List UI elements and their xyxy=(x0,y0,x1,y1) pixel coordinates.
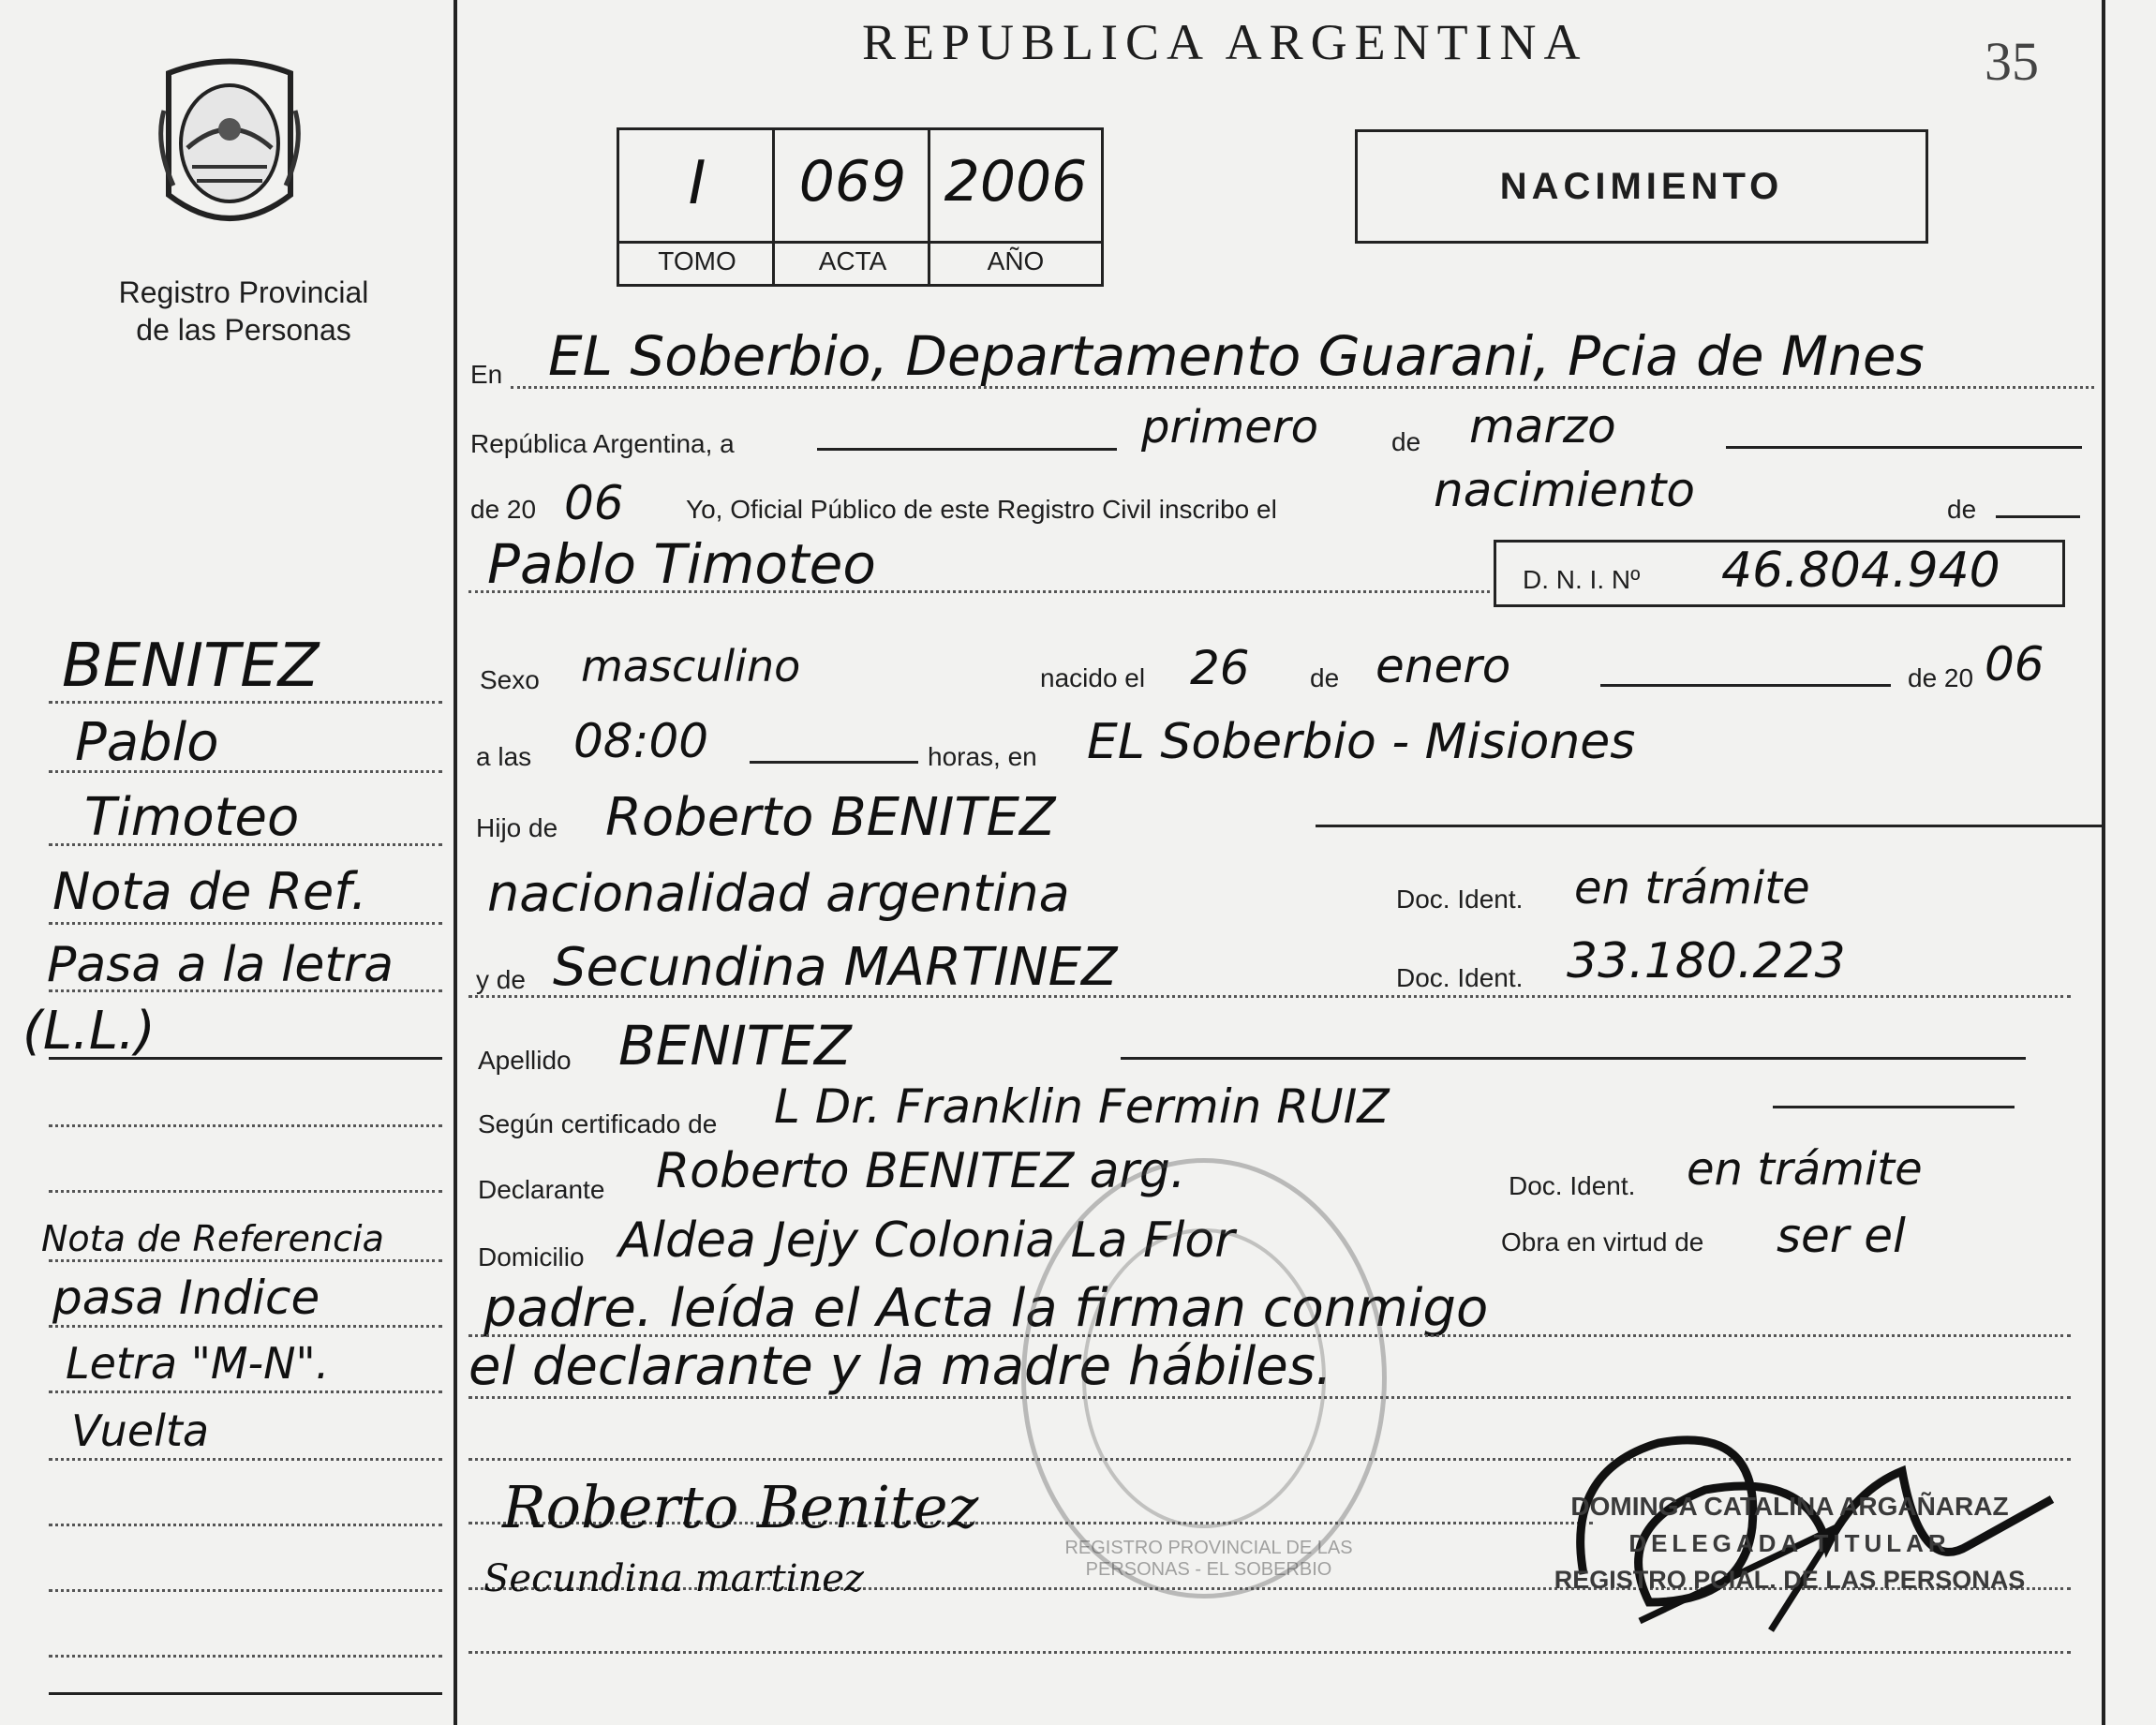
nacido-dia: 26 xyxy=(1190,641,1250,695)
dia-value: primero xyxy=(1141,401,1318,454)
nacimiento-box xyxy=(1355,129,1928,244)
stamp-office: REGISTRO PCIAL. DE LAS PERSONAS xyxy=(1554,1566,2026,1594)
misiones-seal-logo xyxy=(150,54,309,232)
obra-label: Obra en virtud de xyxy=(1501,1227,1704,1257)
apellido-value: BENITEZ xyxy=(618,1014,852,1078)
de-label-2: de xyxy=(1947,495,1977,524)
dni-box xyxy=(1494,540,2065,607)
margin-nota-2: Pasa a la letra xyxy=(47,937,394,993)
declarante-value: Roberto BENITEZ arg. xyxy=(656,1143,1186,1199)
dni-label: D. N. I. Nº xyxy=(1523,565,1641,594)
margin-nota-1: Nota de Ref. xyxy=(52,862,367,921)
nacido-mes: enero xyxy=(1375,639,1511,693)
declarante-label: Declarante xyxy=(478,1175,605,1204)
sexo-value: masculino xyxy=(581,641,801,691)
stamp-title: DELEGADA TITULAR xyxy=(1628,1529,1951,1557)
doc-label-1: Doc. Ident. xyxy=(1396,885,1524,914)
anio-inscripcion: 06 xyxy=(564,476,624,530)
page-number: 35 xyxy=(1985,31,2039,92)
obra-line-3: el declarante y la madre hábiles. xyxy=(468,1336,1332,1397)
dni-value: 46.804.940 xyxy=(1721,543,2000,599)
dia-line xyxy=(817,448,1117,451)
obra-value: ser el xyxy=(1777,1209,1906,1263)
certificado-value: L Dr. Franklin Fermin RUIZ xyxy=(774,1079,1390,1134)
obra-line-2: padre. leída el Acta la firman conmigo xyxy=(483,1278,1489,1339)
margin-ref-2: pasa Indice xyxy=(52,1271,320,1325)
certificado-label: Según certificado de xyxy=(478,1109,718,1138)
padre-nacionalidad: nacionalidad argentina xyxy=(487,864,1070,923)
nombre-line xyxy=(468,590,1490,593)
margin-line-8 xyxy=(49,1190,442,1193)
registry-line-1: Registro Provincial xyxy=(118,275,369,309)
hora-line xyxy=(750,761,918,764)
margin-apellido: BENITEZ xyxy=(62,632,320,701)
oficial-text: Yo, Oficial Público de este Registro Civil inscribo el xyxy=(686,495,1277,524)
margin-line-4 xyxy=(49,922,442,925)
anio-label: AÑO xyxy=(987,246,1045,275)
margin-line-10 xyxy=(49,1325,442,1328)
margin-nota-3: (L.L.) xyxy=(22,1001,156,1062)
padre-value: Roberto BENITEZ xyxy=(605,787,1056,848)
alas-label: a las xyxy=(476,742,532,771)
margin-line-14 xyxy=(49,1589,442,1592)
margin-divider xyxy=(454,0,457,1725)
round-seal-inner xyxy=(1082,1228,1326,1528)
mes-value: marzo xyxy=(1469,399,1616,454)
margin-line-13 xyxy=(49,1524,442,1526)
anio-prefix: de 20 xyxy=(470,495,537,524)
margin-line-5 xyxy=(49,989,442,992)
horas-label: horas, en xyxy=(928,742,1037,771)
mes-line xyxy=(1726,446,2082,449)
domicilio-value: Aldea Jejy Colonia La Flor xyxy=(618,1212,1235,1269)
doc-label-2: Doc. Ident. xyxy=(1396,963,1524,992)
padre-doc: en trámite xyxy=(1574,862,1810,915)
inscribo-value: nacimiento xyxy=(1434,463,1695,517)
madre-doc: 33.180.223 xyxy=(1567,933,1846,989)
hijo-label: Hijo de xyxy=(476,813,558,842)
margin-ref-3: Letra "M-N". xyxy=(66,1338,330,1389)
certificado-line xyxy=(1773,1106,2015,1108)
lugar-value: EL Soberbio - Misiones xyxy=(1087,714,1636,770)
de-label: de xyxy=(1391,427,1421,456)
apellido-line xyxy=(1121,1057,2026,1060)
declarante-doc: en trámite xyxy=(1687,1143,1923,1196)
right-border xyxy=(2102,0,2105,1725)
official-stamp xyxy=(1499,1492,2080,1595)
country-title: REPUBLICA ARGENTINA xyxy=(862,14,1588,70)
yde-label: y de xyxy=(476,965,526,994)
nombre-value: Pablo Timoteo xyxy=(487,532,876,596)
round-seal xyxy=(1021,1158,1387,1599)
margin-ref-4: Vuelta xyxy=(71,1405,210,1456)
margin-line-9 xyxy=(49,1259,442,1262)
padre-line xyxy=(1316,825,2103,827)
margin-nombre-2: Timoteo xyxy=(84,787,300,848)
doc-label-3: Doc. Ident. xyxy=(1509,1171,1636,1200)
margin-line-2 xyxy=(49,770,442,773)
margin-nombre-1: Pablo xyxy=(75,712,219,773)
stamp-name: DOMINGA CATALINA ARGAÑARAZ xyxy=(1570,1492,2009,1521)
acta-label: ACTA xyxy=(818,246,887,275)
firma-declarante: Roberto Benitez xyxy=(502,1473,979,1541)
firma-madre: Secundina martinez xyxy=(483,1557,864,1600)
madre-value: Secundina MARTINEZ xyxy=(553,937,1118,998)
margin-ref-1: Nota de Referencia xyxy=(41,1218,384,1259)
nacido-anio: 06 xyxy=(1985,637,2044,691)
anio-value: 2006 xyxy=(944,149,1088,215)
record-label-row xyxy=(619,241,1101,244)
en-label: En xyxy=(470,360,503,389)
nacido-anio-prefix: de 20 xyxy=(1908,663,1974,692)
madre-line xyxy=(468,995,2071,998)
margin-line-7 xyxy=(49,1124,442,1127)
margin-line-1 xyxy=(49,701,442,704)
domicilio-label: Domicilio xyxy=(478,1242,585,1271)
margin-line-11 xyxy=(49,1390,442,1393)
margin-line-3 xyxy=(49,843,442,846)
tomo-label: TOMO xyxy=(658,246,736,275)
margin-line-12 xyxy=(49,1458,442,1461)
nacido-line xyxy=(1600,684,1891,687)
de-line-2 xyxy=(1996,515,2080,518)
nacido-label: nacido el xyxy=(1040,663,1146,692)
en-value: EL Soberbio, Departamento Guarani, Pcia de Mnes xyxy=(548,324,1925,388)
margin-line-15 xyxy=(49,1655,442,1658)
margin-line-6 xyxy=(49,1057,442,1060)
record-box xyxy=(617,127,1104,287)
registry-line-2: de las Personas xyxy=(136,313,351,347)
margin-line-16 xyxy=(49,1692,442,1695)
apellido-label: Apellido xyxy=(478,1046,572,1075)
sexo-label: Sexo xyxy=(480,665,540,694)
republica-label: República Argentina, a xyxy=(470,429,735,458)
record-type: NACIMIENTO xyxy=(1499,165,1784,207)
round-seal-text: REGISTRO PROVINCIAL DE LAS PERSONAS - EL SOBERBIO xyxy=(1064,1538,1353,1580)
de-label-3: de xyxy=(1310,663,1340,692)
acta-value: 069 xyxy=(798,149,907,215)
registry-name xyxy=(56,274,431,349)
hora-value: 08:00 xyxy=(573,714,709,768)
tomo-value: I xyxy=(688,149,706,218)
